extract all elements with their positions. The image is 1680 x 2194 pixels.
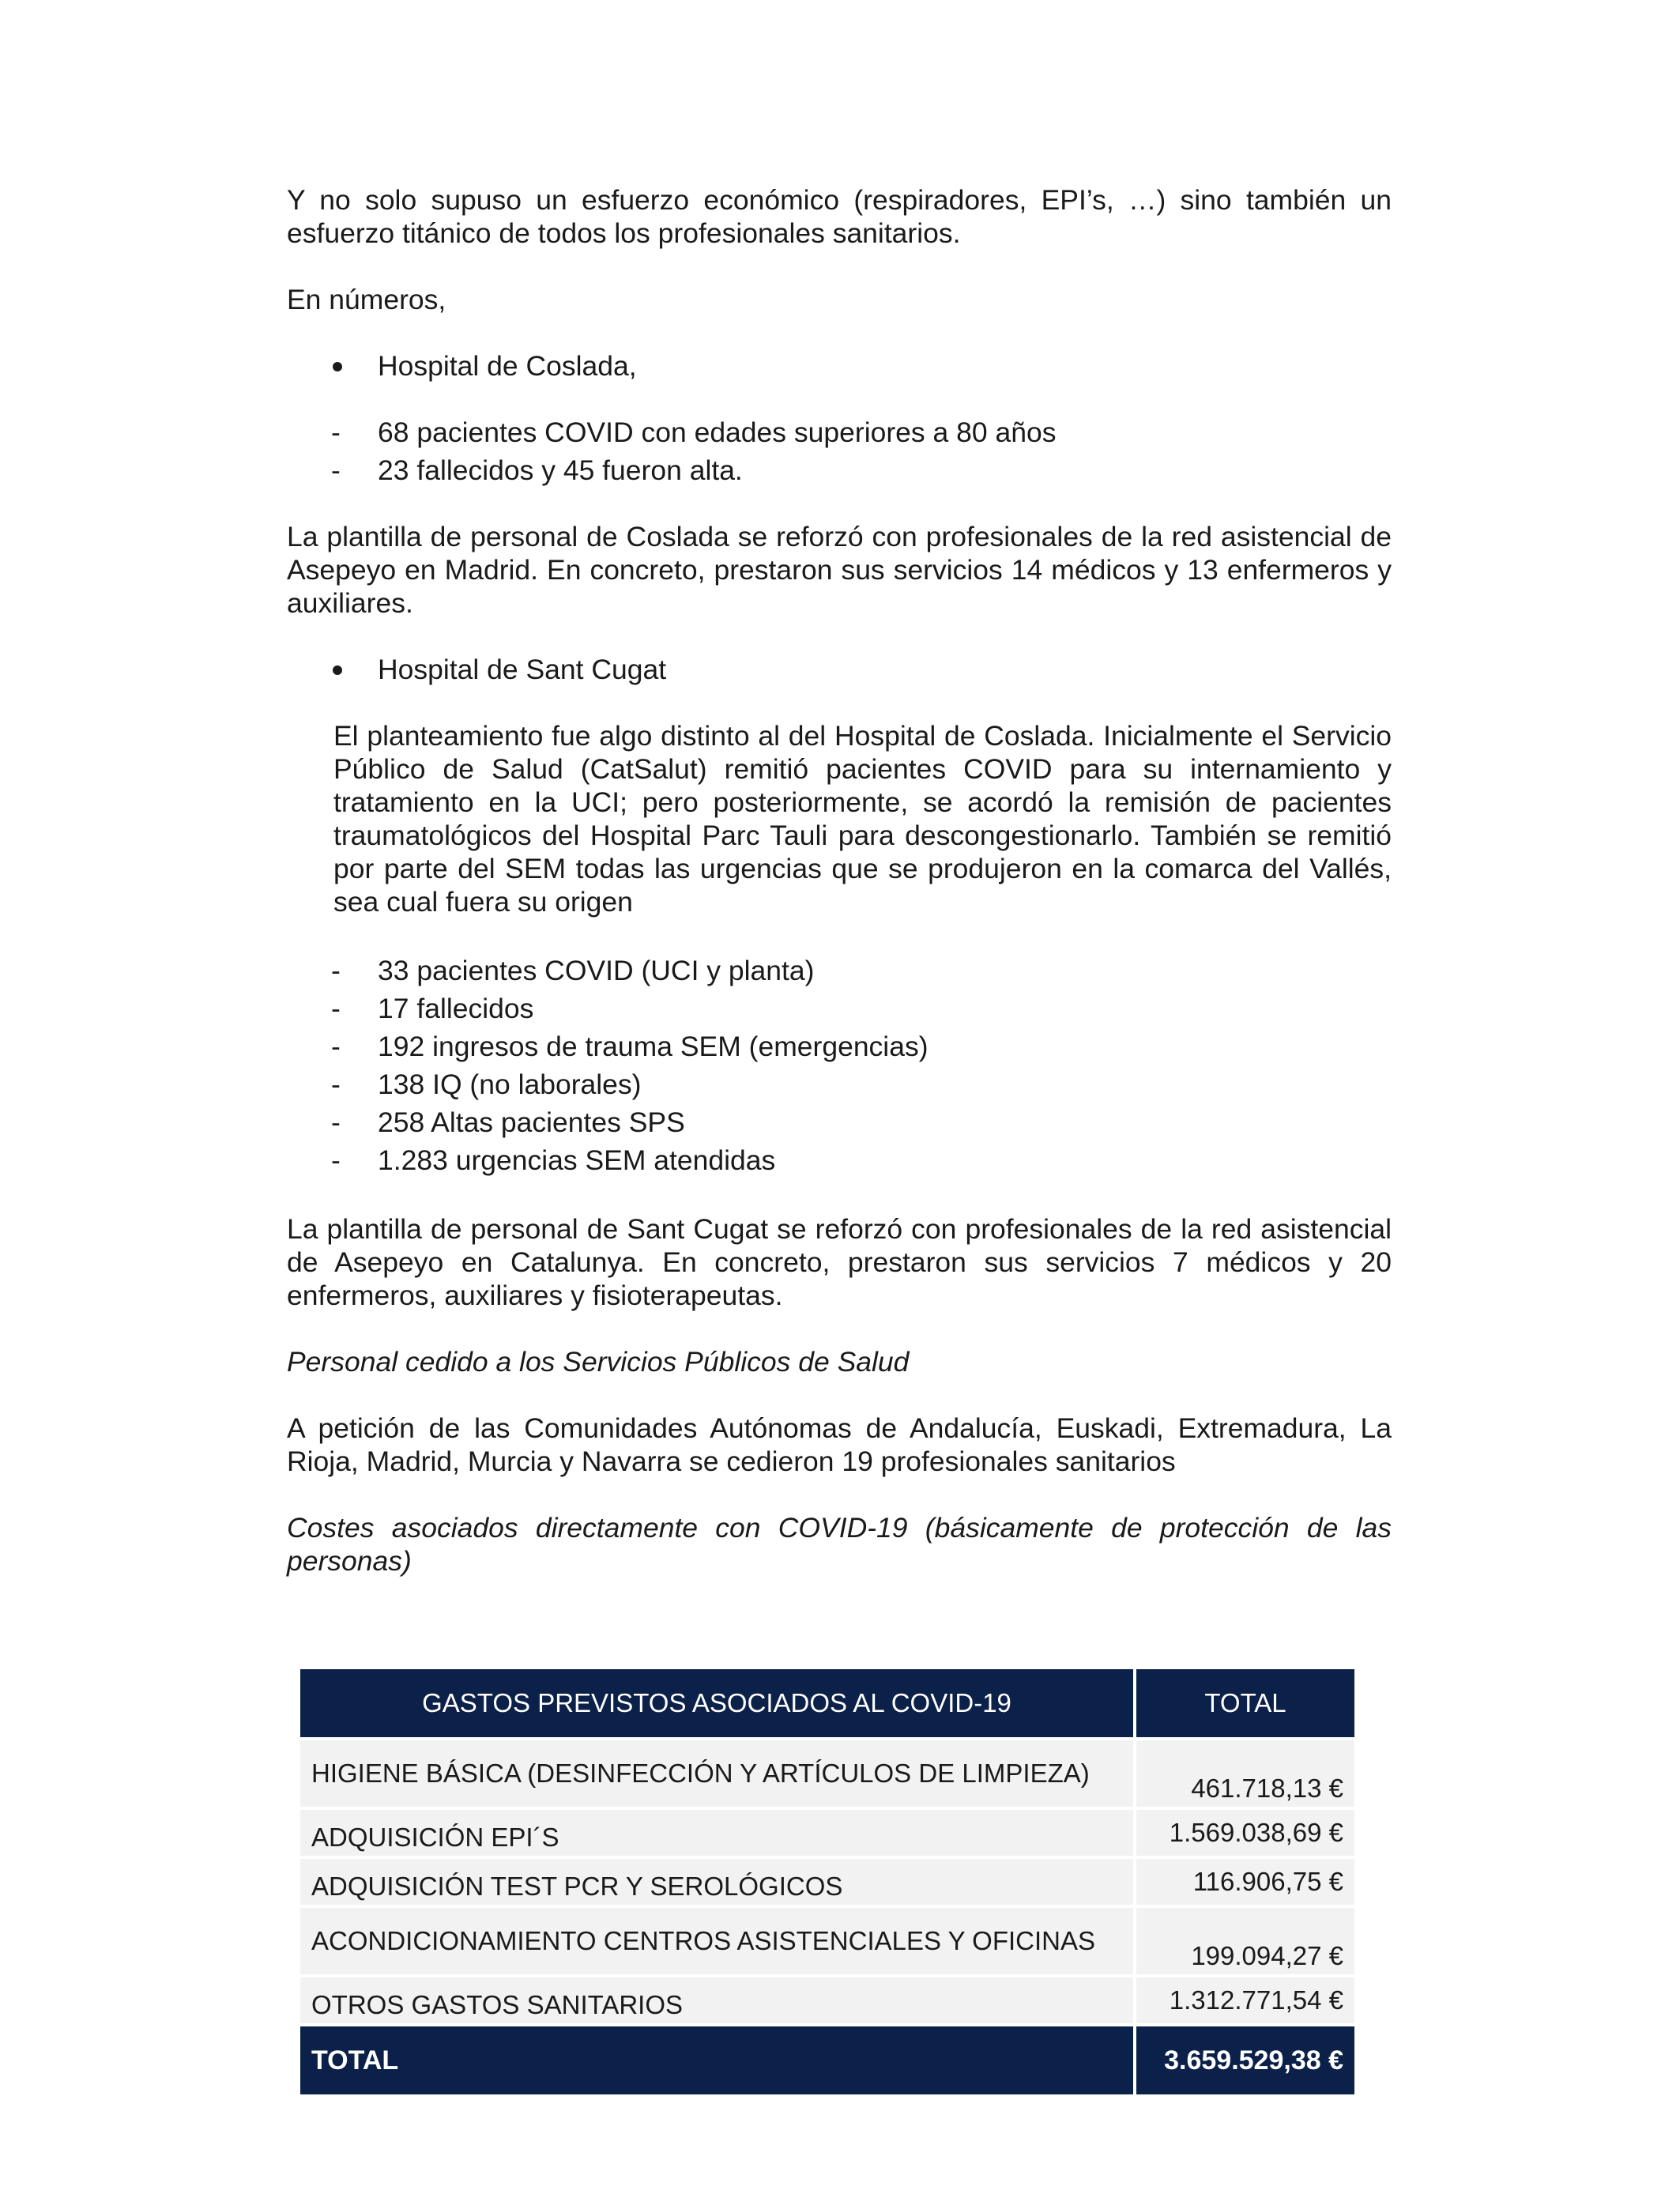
coslada-staff-paragraph: La plantilla de personal de Coslada se reforzó con profesionales de la red asistencial de Asepeyo en Madrid. En concreto, prestaron sus servicios 14 médicos y 13 enfermeros y auxiliares. xyxy=(287,521,1392,619)
bullet-icon xyxy=(333,362,342,371)
table-row xyxy=(300,1810,1354,1856)
row-amount: 461.718,13 € xyxy=(1136,1740,1354,1807)
personal-cedido-paragraph: A petición de las Comunidades Autónomas de Andalucía, Euskadi, Extremadura, La Rioja, Madrid, Murcia y Navarra se cedieron 19 profesionales sanitarios xyxy=(287,1412,1392,1477)
row-amount: 1.312.771,54 € xyxy=(1136,1977,1354,2023)
row-label: ADQUISICIÓN EPI´S xyxy=(300,1810,1133,1856)
table-row xyxy=(300,1859,1354,1905)
costs-table xyxy=(297,1666,1358,2098)
list-item: - 192 ingresos de trauma SEM (emergencias) xyxy=(287,1027,1392,1065)
column-header-concept: GASTOS PREVISTOS ASOCIADOS AL COVID-19 xyxy=(300,1669,1133,1737)
total-amount: 3.659.529,38 € xyxy=(1136,2026,1354,2094)
table-row xyxy=(300,1977,1354,2023)
list-item: - 68 pacientes COVID con edades superiores a 80 años xyxy=(331,417,1057,448)
santcugat-stats-list xyxy=(287,952,1392,1179)
total-label: TOTAL xyxy=(300,2026,1133,2094)
list-item: - 23 fallecidos y 45 fueron alta. xyxy=(331,454,743,486)
total-row xyxy=(300,2026,1354,2094)
numbers-heading: En números, xyxy=(287,284,446,315)
dash-icon: - xyxy=(331,1144,341,1176)
santcugat-staff-paragraph: La plantilla de personal de Sant Cugat se reforzó con profesionales de la red asistencial de Asepeyo en Catalunya. En concreto, prestaron sus servicios 7 médicos y 20 enfermeros, auxiliares y fisioterapeutas. xyxy=(287,1213,1392,1311)
dash-icon: - xyxy=(331,1069,341,1100)
table-header-row xyxy=(300,1669,1354,1737)
row-label: ACONDICIONAMIENTO CENTROS ASISTENCIALES Y OFICINAS xyxy=(300,1908,1133,1974)
coslada-bullet xyxy=(287,349,1392,383)
row-amount: 116.906,75 € xyxy=(1136,1859,1354,1905)
santcugat-bullet xyxy=(287,653,1392,686)
table-row xyxy=(300,1740,1354,1807)
row-label: HIGIENE BÁSICA (DESINFECCIÓN Y ARTÍCULOS DE LIMPIEZA) xyxy=(300,1740,1133,1807)
dash-icon: - xyxy=(331,1031,341,1062)
dash-icon: - xyxy=(331,993,341,1024)
dash-icon: - xyxy=(331,955,341,986)
table-row xyxy=(300,1908,1354,1974)
column-header-total: TOTAL xyxy=(1136,1669,1354,1737)
row-label: OTROS GASTOS SANITARIOS xyxy=(300,1977,1133,2023)
document-body xyxy=(287,183,1392,1611)
bullet-icon xyxy=(333,665,342,675)
row-amount: 1.569.038,69 € xyxy=(1136,1810,1354,1856)
list-item: - 33 pacientes COVID (UCI y planta) xyxy=(287,952,1392,990)
santcugat-description: El planteamiento fue algo distinto al del Hospital de Coslada. Inicialmente el Servicio Público de Salud (CatSalut) remitió pacientes COVID para su internamiento y tratamiento en la UCI; pero posteriormente, se acordó la remisión de pacientes traumatológicos del Hospital Parc Tauli para descongestionarlo. También se remitió por parte del SEM todas las urgencias que se produjeron en la comarca del Vallés, sea cual fuera su origen xyxy=(333,720,1392,918)
intro-paragraph: Y no solo supuso un esfuerzo económico (respiradores, EPI’s, …) sino también un esfuerzo titánico de todos los profesionales sanitarios. xyxy=(287,184,1392,249)
list-item: - 138 IQ (no laborales) xyxy=(287,1065,1392,1103)
row-amount: 199.094,27 € xyxy=(1136,1908,1354,1974)
dash-icon: - xyxy=(331,454,341,486)
coslada-title: Hospital de Coslada, xyxy=(378,350,637,382)
costes-heading: Costes asociados directamente con COVID-19 (básicamente de protección de las personas) xyxy=(287,1512,1392,1577)
list-item: - 1.283 urgencias SEM atendidas xyxy=(287,1141,1392,1179)
list-item: - 258 Altas pacientes SPS xyxy=(287,1103,1392,1141)
dash-icon: - xyxy=(331,417,341,448)
coslada-stats-list xyxy=(287,416,1392,487)
dash-icon: - xyxy=(331,1106,341,1138)
santcugat-title: Hospital de Sant Cugat xyxy=(378,654,667,685)
personal-cedido-heading: Personal cedido a los Servicios Públicos de Salud xyxy=(287,1346,910,1378)
list-item: - 17 fallecidos xyxy=(287,990,1392,1027)
row-label: ADQUISICIÓN TEST PCR Y SEROLÓGICOS xyxy=(300,1859,1133,1905)
